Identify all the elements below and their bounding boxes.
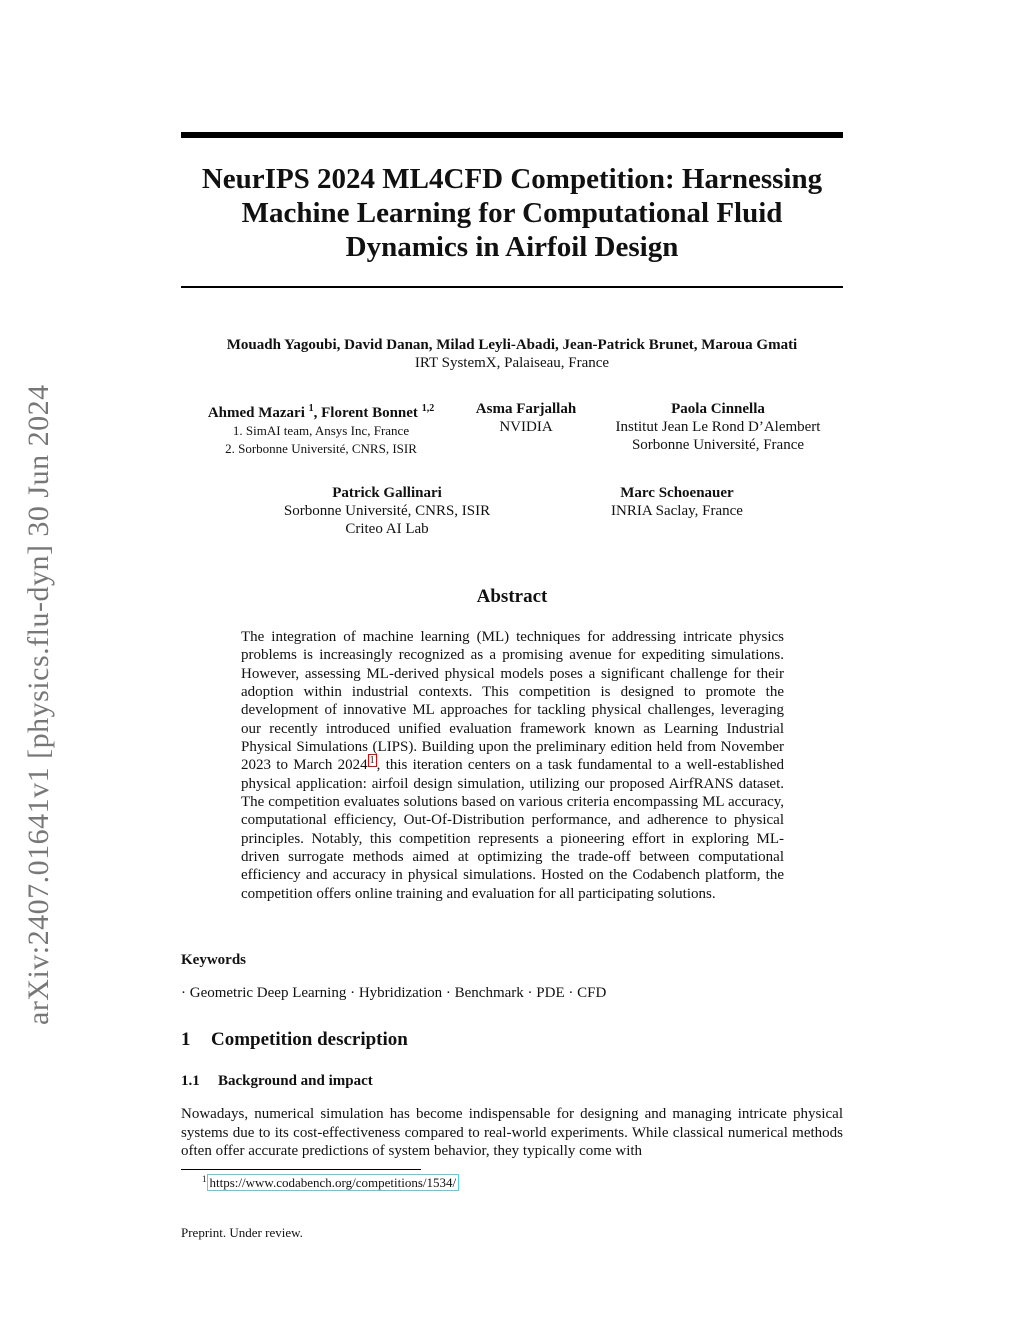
preprint-footer: Preprint. Under review. <box>181 1225 303 1240</box>
section-title: Competition description <box>211 1029 408 1050</box>
subsection-title: Background and impact <box>218 1073 373 1089</box>
author-block-mazari-bonnet <box>181 400 461 458</box>
author-affiliation: 2. Sorbonne Université, CNRS, ISIR <box>225 441 417 456</box>
subsection-heading <box>181 1073 373 1090</box>
author-block-farjallah <box>461 400 591 436</box>
keywords-list: · Geometric Deep Learning · Hybridization · Benchmark · PDE · CFD <box>181 985 607 1001</box>
author-names: Mouadh Yagoubi, David Danan, Milad Leyli-Abadi, Jean-Patrick Brunet, Maroua Gmati <box>226 337 798 353</box>
footnote-ref-link[interactable]: 1 <box>369 755 375 767</box>
author-affiliation: INRIA Saclay, France <box>611 503 743 519</box>
title-top-rule <box>181 132 843 138</box>
author-block-cinnella <box>593 400 843 454</box>
title-bottom-rule <box>181 286 843 288</box>
author-affiliation: Institut Jean Le Rond D’Alembert <box>615 419 821 435</box>
author-block-schoenauer <box>582 484 772 520</box>
keywords-heading: Keywords <box>181 952 246 968</box>
section-number: 1 <box>181 1029 191 1050</box>
author-affiliation: Criteo AI Lab <box>345 521 429 537</box>
author-name: Asma Farjallah <box>475 401 577 417</box>
author-group-main <box>181 336 843 372</box>
arxiv-identifier: arXiv:2407.01641v1 [physics.flu-dyn] 30 Jun 2024 <box>22 384 55 1025</box>
author-block-gallinari <box>262 484 512 538</box>
author-name: Patrick Gallinari <box>332 485 442 501</box>
paper-title: NeurIPS 2024 ML4CFD Competition: Harnessing Machine Learning for Computational Fluid Dynamics in Airfoil Design <box>201 163 823 263</box>
body-paragraph: Nowadays, numerical simulation has become indispensable for designing and managing intricate physical systems due to its cost-effectiveness compared to real-world experiments. While classical numerical methods often offer accurate predictions of system behavior, they typically come with <box>181 1106 843 1159</box>
section-heading <box>181 1029 408 1051</box>
footnote <box>202 1174 459 1191</box>
footnote-url-link[interactable]: https://www.codabench.org/competitions/1534/ <box>207 1174 460 1191</box>
author-affiliation: NVIDIA <box>499 419 553 435</box>
abstract-heading: Abstract <box>476 586 548 607</box>
author-affiliation: 1. SimAI team, Ansys Inc, France <box>232 423 410 438</box>
abstract-text: The integration of machine learning (ML) techniques for addressing intricate physics problems is increasingly recognized as a promising avenue for expediting simulations. However, assessing ML-derived physical models poses a significant challenge for their adoption within industrial contexts. This competition is designed to promote the development of innovative ML approaches for tackling physical challenges, leveraging our recently introduced unified evaluation framework known as Learning Industrial Physical Simulations (LIPS). Building upon the preliminary edition held from November 2023 to March 2024 $^1$ , this iteration centers on a task fundamental to a well-established physical application: airfoil design simulation, utilizing our proposed AirfRANS dataset. The competition evaluates solutions based on various criteria encompassing ML accuracy, computational efficiency, Out-Of-Distribution performance, and adherence to physical principles. Notably, this competition represents a pioneering effort in exploring ML-driven surrogate methods aimed at optimizing the trade-off between computational efficiency and accuracy in physical simulations. Hosted on the Codabench platform, the competition offers online training and evaluation for all participating solutions. <box>241 629 784 902</box>
footnote-rule <box>181 1169 421 1170</box>
footnote-mark: 1 <box>202 1174 207 1184</box>
author-affiliation: Sorbonne Université, CNRS, ISIR <box>283 503 491 519</box>
author-name: Ahmed Mazari $^1$, Florent Bonnet $^{1,2}$ <box>207 403 435 421</box>
author-affiliation: IRT SystemX, Palaiseau, France <box>414 355 610 371</box>
author-name: Marc Schoenauer <box>620 485 734 501</box>
author-affiliation: Sorbonne Université, France <box>631 437 805 453</box>
author-name: Paola Cinnella <box>671 401 765 417</box>
subsection-number: 1.1 <box>181 1073 200 1089</box>
